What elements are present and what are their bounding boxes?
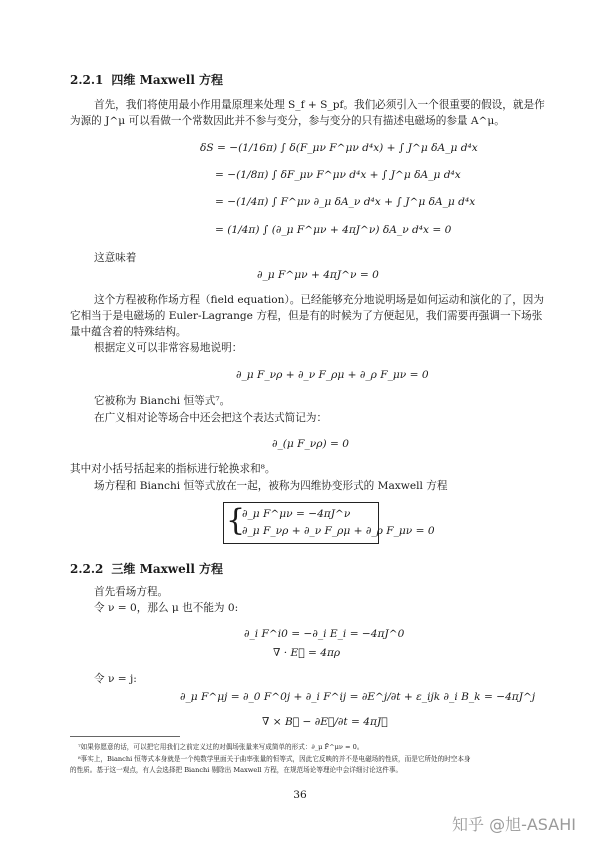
text-line: 这意味着 (94, 252, 137, 264)
section-heading-221 (70, 71, 223, 88)
equation-line: = (1/4π) ∫ (∂_μ F^μν + 4πJ^ν) δA_ν d⁴x = 0 (215, 224, 452, 236)
paragraph-line: 这个方程被称作场方程（field equation）。已经能够充分地说明场是如何运动和演化的了，因为 (94, 294, 544, 306)
equation-line: ∂_μ F^μν = −4πJ^ν (242, 508, 351, 520)
section-title: 三维 Maxwell 方程 (111, 562, 224, 576)
paragraph-line: 为源的 J^μ 可以看做一个常数因此并不参与变分，参与变分的只有描述电磁场的参量 A^μ。 (70, 115, 505, 127)
section-number: 2.2.2 (70, 562, 104, 576)
paragraph-line: 它相当于是电磁场的 Euler-Lagrange 方程，但是有的时候为了方便起见，我们需要再强调一下场张 (70, 310, 543, 322)
text-line: 令 ν = j: (94, 673, 137, 685)
equation-bianchi: ∂_μ F_νρ + ∂_ν F_ρμ + ∂_ρ F_μν = 0 (236, 369, 429, 381)
footnote-8-continued: 的性质。基于这一观点，有人会选择把 Bianchi 剔除出 Maxwell 方程，在规范场论等理论中会详细讨论这件事。 (70, 766, 403, 774)
text-line: 首先看场方程。 (94, 586, 169, 598)
section-title: 四维 Maxwell 方程 (111, 73, 224, 87)
equation-line: δS = −(1/16π) ∫ δ(F_μν F^μν d⁴x) + ∫ J^μ δA_μ d⁴x (200, 142, 478, 154)
equation-line: ∂_i F^i0 = −∂_i E_i = −4πJ^0 (244, 628, 405, 640)
equation-line: ∇ × B⃗ − ∂E⃗/∂t = 4πJ⃗ (262, 716, 388, 728)
text-line: 在广义相对论等场合中还会把这个表达式简记为： (94, 412, 328, 424)
text-line: 它被称为 Bianchi 恒等式⁷。 (94, 395, 231, 407)
footnote-7: ⁷如果你愿意的话，可以把它用我们之前定义过的对偶场张量来写成简单的形式：∂_μ F̃^μν = 0。 (78, 743, 364, 751)
text-line: 根据定义可以非常容易地说明： (94, 342, 243, 354)
text-line: 令 ν = 0，那么 μ 也不能为 0: (94, 602, 239, 614)
watermark: 知乎 @旭-ASAHI (452, 815, 576, 834)
footnote-rule (70, 736, 180, 737)
equation-line: = −(1/8π) ∫ δF_μν F^μν d⁴x + ∫ J^μ δA_μ d⁴x (215, 169, 461, 181)
section-number: 2.2.1 (70, 73, 104, 87)
footnote-8: ⁸事实上，Bianchi 恒等式本身就是一个纯数学里面关于曲率张量的恒等式，因此它反映的并不是电磁场的性质，而是它所处的时空本身 (78, 755, 471, 763)
equation-line: ∇ · E⃗ = 4πρ (273, 647, 341, 659)
left-brace: { (226, 503, 246, 538)
paragraph-line: 量中蕴含着的特殊结构。 (70, 326, 187, 338)
page-number: 36 (293, 789, 307, 801)
equation-line: = −(1/4π) ∫ F^μν ∂_μ δA_ν d⁴x + ∫ J^μ δA_μ d⁴x (215, 196, 476, 208)
text-line: 其中对小括号括起来的指标进行轮换求和⁸。 (70, 463, 276, 475)
equation-line: ∂_μ F_νρ + ∂_ν F_ρμ + ∂_ρ F_μν = 0 (242, 525, 435, 537)
text-line: 场方程和 Bianchi 恒等式放在一起，被称为四维协变形式的 Maxwell 方程 (94, 480, 448, 492)
equation-bianchi-short: ∂_(μ F_νρ) = 0 (272, 438, 349, 450)
paragraph-line: 首先，我们将使用最小作用量原理来处理 S_f + S_pf。我们必须引入一个很重要的假设，就是作 (94, 99, 545, 111)
equation-line: ∂_μ F^μj = ∂_0 F^0j + ∂_i F^ij = ∂E^j/∂t + ε_ijk ∂_i B_k = −4πJ^j (180, 691, 536, 703)
section-heading-222 (70, 560, 223, 577)
equation-field: ∂_μ F^μν + 4πJ^ν = 0 (257, 269, 379, 281)
